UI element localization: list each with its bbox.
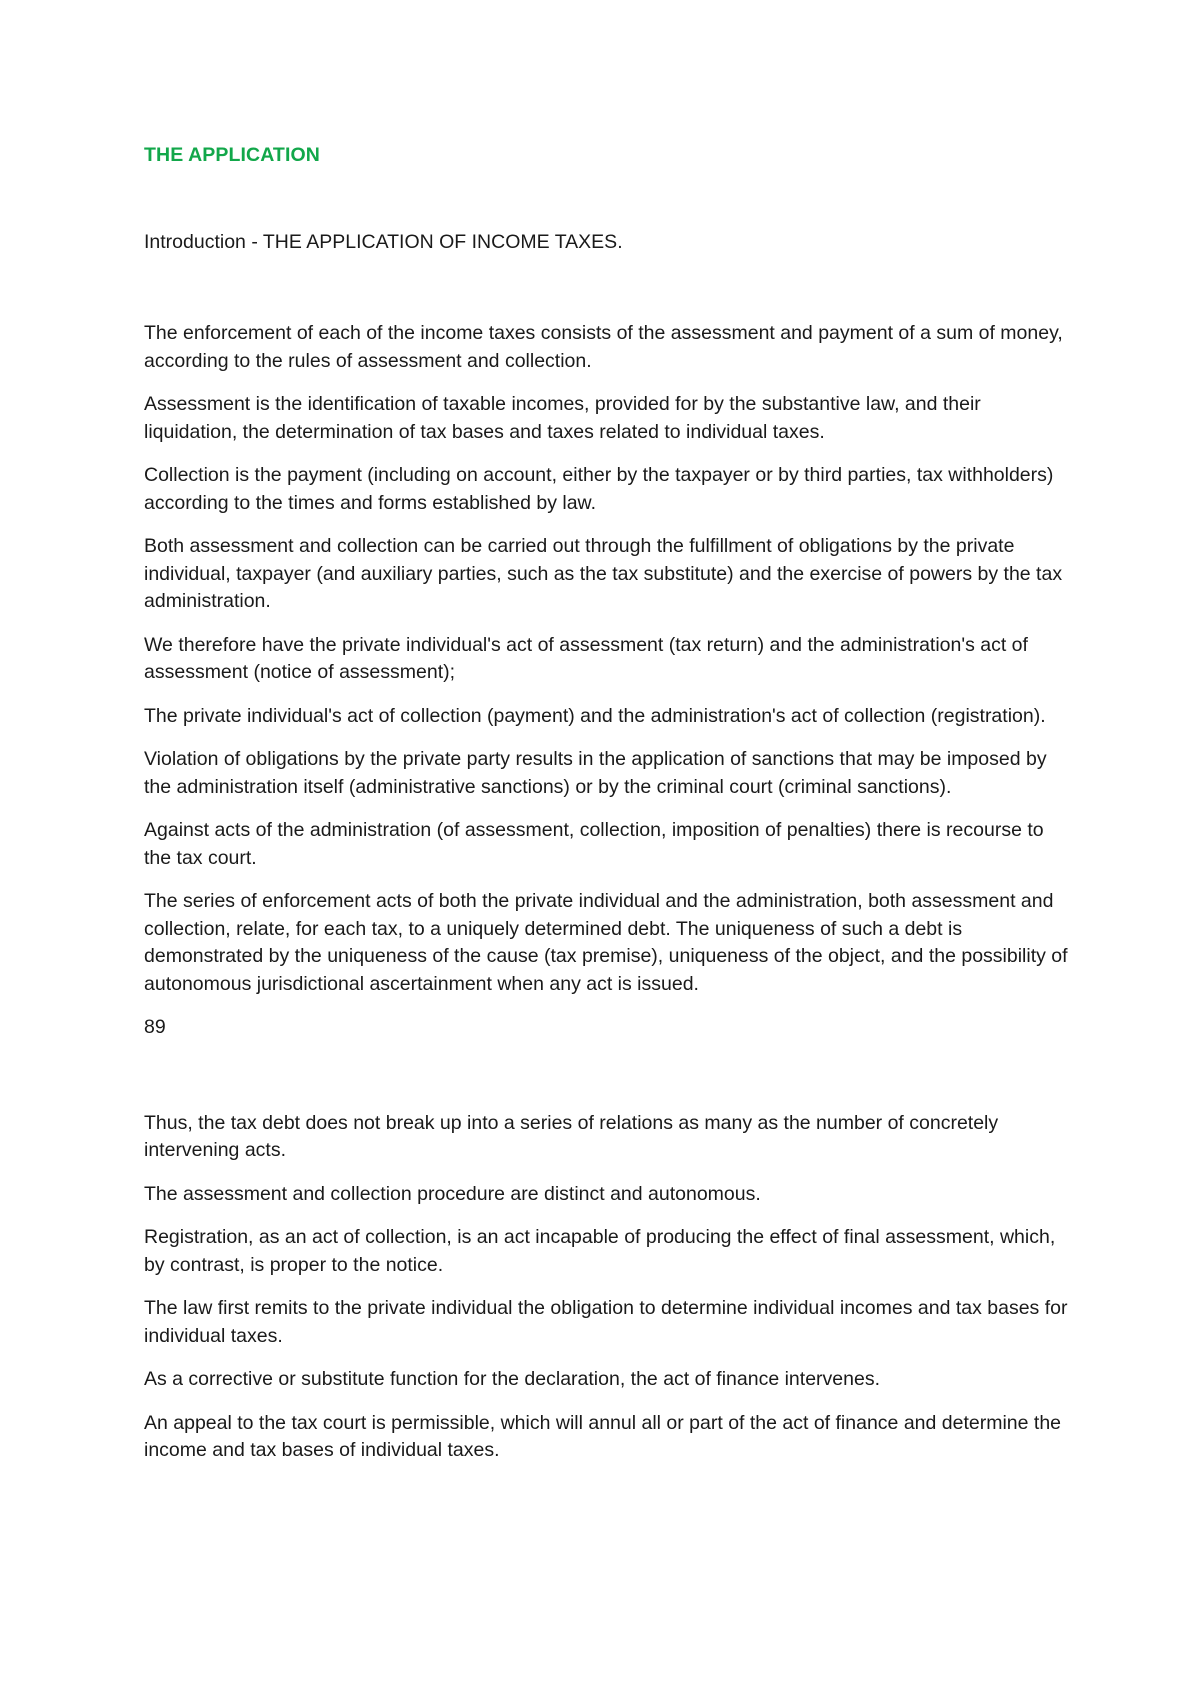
document-heading: THE APPLICATION	[144, 144, 320, 166]
introduction-line: Introduction - THE APPLICATION OF INCOME TAXES.	[144, 231, 623, 253]
paragraph: Collection is the payment (including on account, either by the taxpayer or by third parties, tax withholders) according to the times and forms established by law.	[144, 464, 1054, 514]
paragraph: The assessment and collection procedure are distinct and autonomous.	[144, 1182, 761, 1205]
paragraph: We therefore have the private individual's act of assessment (tax return) and the administration's act of assessment (notice of assessment);	[144, 633, 1028, 683]
paragraph: Assessment is the identification of taxable incomes, provided for by the substantive law, and their liquidation, the determination of tax bases and taxes related to individual taxes.	[144, 393, 981, 443]
paragraph: Against acts of the administration (of assessment, collection, imposition of penalties) there is recourse to the tax court.	[144, 819, 1044, 869]
paragraph: Thus, the tax debt does not break up into a series of relations as many as the number of concretely intervening acts.	[144, 1111, 999, 1161]
paragraph: The law first remits to the private individual the obligation to determine individual incomes and tax bases for individual taxes.	[144, 1297, 1068, 1347]
paragraph: The series of enforcement acts of both the private individual and the administration, both assessment and collection, relate, for each tax, to a uniquely determined debt. The uniqueness of such a debt is demonstrated by the uniqueness of the cause (tax premise), uniqueness of the object, and the possibility of autonomous jurisdictional ascertainment when any act is issued.	[144, 890, 1068, 995]
paragraph: Registration, as an act of collection, is an act incapable of producing the effect of final assessment, which, by contrast, is proper to the notice.	[144, 1226, 1056, 1276]
paragraph: The private individual's act of collection (payment) and the administration's act of collection (registration).	[144, 704, 1046, 727]
body-text	[144, 320, 1069, 1481]
paragraph: Violation of obligations by the private party results in the application of sanctions that may be imposed by the administration itself (administrative sanctions) or by the criminal court (criminal sanctions).	[144, 748, 1047, 798]
paragraph: An appeal to the tax court is permissible, which will annul all or part of the act of finance and determine the income and tax bases of individual taxes.	[144, 1411, 1062, 1461]
paragraph: As a corrective or substitute function for the declaration, the act of finance intervenes.	[144, 1368, 880, 1390]
paragraph: The enforcement of each of the income taxes consists of the assessment and payment of a sum of money, according to the rules of assessment and collection.	[144, 322, 1063, 372]
page-number: 89	[144, 1016, 166, 1038]
paragraph: Both assessment and collection can be carried out through the fulfillment of obligations by the private individual, taxpayer (and auxiliary parties, such as the tax substitute) and the exercise of powers by the tax administration.	[144, 535, 1063, 612]
